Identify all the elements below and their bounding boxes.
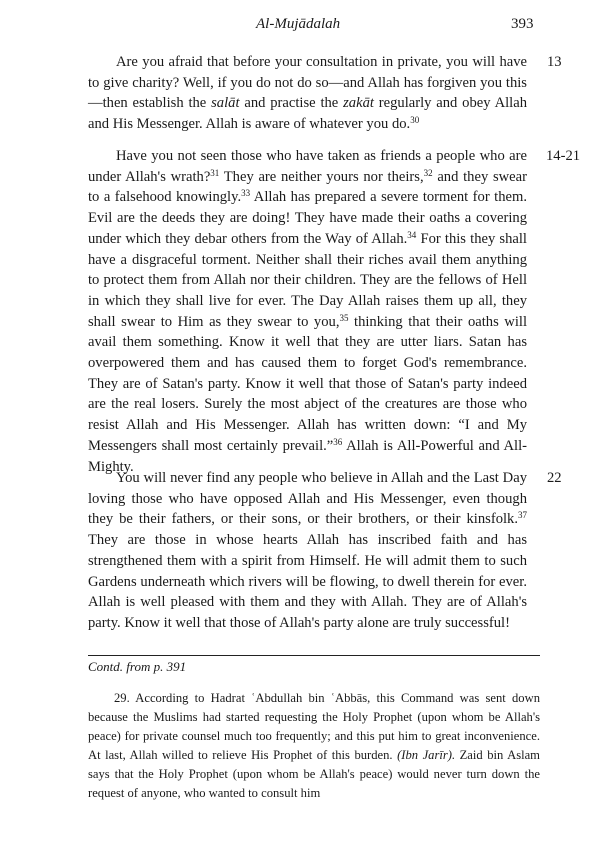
verse-ref-13: 13 — [547, 54, 562, 70]
note-ref: 35 — [339, 312, 349, 323]
citation: (Ibn Jarīr). — [397, 748, 456, 762]
verse-ref-22: 22 — [547, 470, 562, 486]
note-ref: 32 — [423, 167, 433, 178]
verse-paragraph-14-21 — [88, 146, 527, 477]
text-run: Have you not seen those who have taken as friends a people who are under Allah's wrath? — [88, 148, 527, 185]
footnote-rule — [88, 655, 540, 656]
verse-paragraph-22 — [88, 468, 527, 634]
text-run: regularly and obey Allah and His Messenger. Allah is aware of whatever you do. — [88, 95, 527, 133]
text-run: and they swear to a falsehood knowingly. — [88, 168, 527, 206]
note-ref: 33 — [241, 188, 251, 199]
text-run: Zaid bin Aslam says that the Holy Prophet (upon whom be Allah's peace) would never turn down the request of anyone, who wanted to consult him — [88, 748, 540, 800]
text-run: You will never find any people who believe in Allah and the Last Day loving those who have opposed Allah and His Messenger, even though they be their fathers, or their sons, or their brothers, or their kinsfolk. — [88, 470, 527, 528]
note-ref: 30 — [410, 115, 420, 126]
text-run: Allah has prepared a severe torment for them. Evil are the deeds they are doing! They have made their oaths a covering under which they debar others from the Way of Allah. — [88, 189, 527, 247]
term-zakat: zakāt — [343, 95, 374, 112]
text-run: Are you afraid that before your consultation in private, you will have to give charity? Well, if you do not do so—and Allah has forgiven you this—then establish the — [88, 54, 527, 112]
note-ref: 36 — [333, 436, 343, 447]
verse-paragraph-13 — [88, 52, 527, 135]
continued-label: Contd. from p. 391 — [88, 659, 187, 674]
term-salat: salāt — [211, 95, 240, 112]
running-head: Al-Mujādalah — [256, 16, 341, 32]
note-ref: 34 — [407, 229, 417, 240]
text-run: They are those in whose hearts Allah has inscribed faith and has strengthened them with a spirit from Himself. He will admit them to such Gardens underneath which rivers will be flowing, to dwell therein for ever. Allah is well pleased with them and they with Allah. They are of Allah's party. Know it well that those of Allah's party alone are truly successful! — [88, 532, 527, 631]
note-ref: 31 — [210, 167, 220, 178]
text-run: Allah is All-Powerful and All-Mighty. — [88, 437, 527, 475]
note-ref: 37 — [518, 510, 527, 521]
page-number: 393 — [511, 16, 534, 32]
text-run: 29. According to Hadrat ʿAbdullah bin ʿAbbās, this Command was sent down because the Muslims had started requesting the Holy Prophet (upon whom be Allah's peace) for private counsel much too frequently; and this put him to great inconvenience. At last, Allah willed to relieve His Prophet of this burden. — [88, 691, 540, 762]
text-run: and practise the — [239, 95, 344, 112]
verse-ref-14-21: 14-21 — [546, 148, 581, 164]
text-run: For this they shall have a disgraceful torment. Neither shall their riches avail them anything to protect them from Allah nor their children. They are the fellows of Hell in which they shall live for ever. The Day Allah raises them up all, they shall swear to Him as they swear to you, — [88, 230, 527, 330]
footnote-29 — [88, 689, 540, 803]
text-run: They are neither yours nor theirs, — [219, 168, 424, 185]
text-run: thinking that their oaths will avail them something. Know it well that they are utter liars. Satan has overpowered them and has caused them to forget God's remembrance. They are of Satan's party. Know it well that those of Satan's party indeed are the real losers. Surely the most abject of the creatures are those who resist Allah and His Messenger. Allah has written down: “I and My Messengers shall most certainly prevail.” — [88, 313, 527, 454]
